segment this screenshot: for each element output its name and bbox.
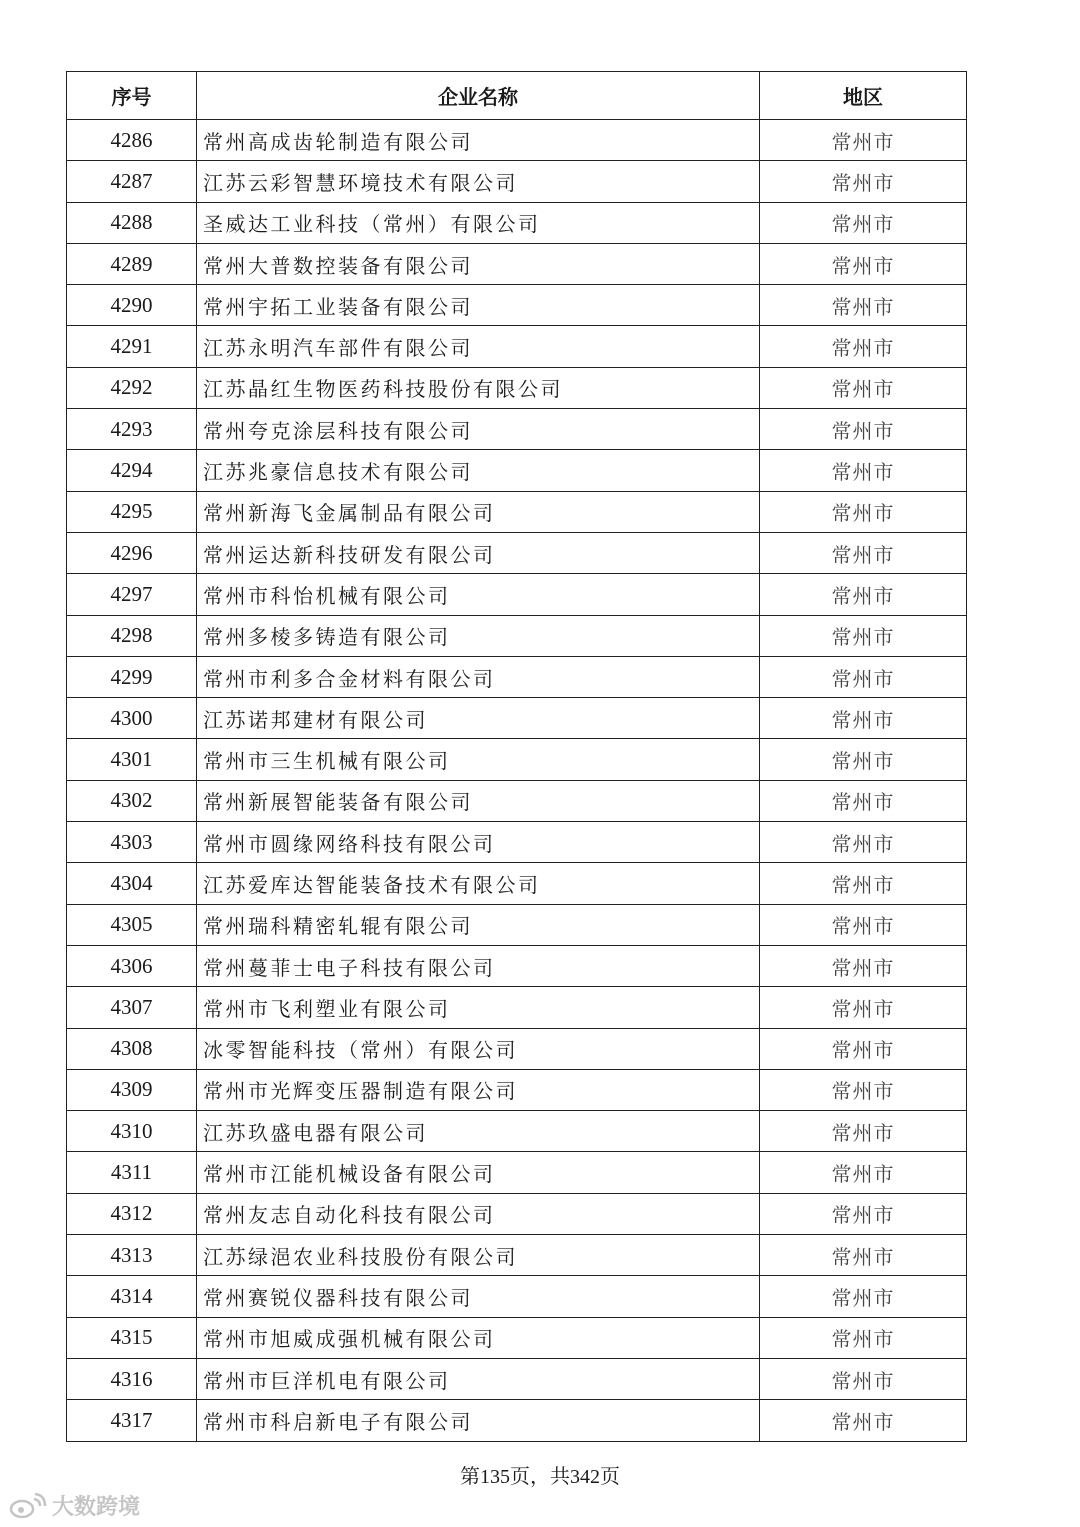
region-cell: 常州市 — [760, 450, 967, 491]
serial-number-cell: 4295 — [67, 491, 197, 532]
region-cell: 常州市 — [760, 1069, 967, 1110]
region-cell: 常州市 — [760, 409, 967, 450]
serial-number-cell: 4314 — [67, 1276, 197, 1317]
serial-number-cell: 4316 — [67, 1358, 197, 1399]
table-row — [67, 656, 967, 697]
table-row — [67, 161, 967, 202]
table-row — [67, 780, 967, 821]
table-row — [67, 202, 967, 243]
company-name-cell: 江苏永明汽车部件有限公司 — [197, 326, 760, 367]
serial-number-cell: 4311 — [67, 1152, 197, 1193]
serial-number-cell: 4317 — [67, 1400, 197, 1441]
company-name-cell: 常州市利多合金材料有限公司 — [197, 656, 760, 697]
company-name-cell: 常州市江能机械设备有限公司 — [197, 1152, 760, 1193]
table-row — [67, 615, 967, 656]
header-company-name: 企业名称 — [197, 72, 760, 120]
table-row — [67, 120, 967, 161]
serial-number-cell: 4299 — [67, 656, 197, 697]
company-name-cell: 冰零智能科技（常州）有限公司 — [197, 1028, 760, 1069]
serial-number-cell: 4298 — [67, 615, 197, 656]
table-row — [67, 574, 967, 615]
table-row — [67, 1028, 967, 1069]
table-row — [67, 1358, 967, 1399]
serial-number-cell: 4313 — [67, 1235, 197, 1276]
serial-number-cell: 4306 — [67, 945, 197, 986]
region-cell: 常州市 — [760, 656, 967, 697]
serial-number-cell: 4315 — [67, 1317, 197, 1358]
region-cell: 常州市 — [760, 202, 967, 243]
table-row — [67, 243, 967, 284]
region-cell: 常州市 — [760, 326, 967, 367]
serial-number-cell: 4294 — [67, 450, 197, 491]
table-row — [67, 1152, 967, 1193]
serial-number-cell: 4290 — [67, 285, 197, 326]
serial-number-cell: 4291 — [67, 326, 197, 367]
table-row — [67, 863, 967, 904]
region-cell: 常州市 — [760, 285, 967, 326]
region-cell: 常州市 — [760, 1028, 967, 1069]
weibo-icon — [8, 1493, 48, 1519]
serial-number-cell: 4305 — [67, 904, 197, 945]
company-name-cell: 圣威达工业科技（常州）有限公司 — [197, 202, 760, 243]
company-name-cell: 常州市飞利塑业有限公司 — [197, 987, 760, 1028]
region-cell: 常州市 — [760, 987, 967, 1028]
region-cell: 常州市 — [760, 739, 967, 780]
table-row — [67, 367, 967, 408]
table-row — [67, 1235, 967, 1276]
table-header-row — [67, 72, 967, 120]
region-cell: 常州市 — [760, 780, 967, 821]
region-cell: 常州市 — [760, 1111, 967, 1152]
serial-number-cell: 4296 — [67, 532, 197, 573]
serial-number-cell: 4301 — [67, 739, 197, 780]
region-cell: 常州市 — [760, 1358, 967, 1399]
company-name-cell: 常州蔓菲士电子科技有限公司 — [197, 945, 760, 986]
table-row — [67, 409, 967, 450]
company-name-cell: 常州新海飞金属制品有限公司 — [197, 491, 760, 532]
region-cell: 常州市 — [760, 698, 967, 739]
table-row — [67, 285, 967, 326]
serial-number-cell: 4303 — [67, 822, 197, 863]
company-name-cell: 江苏诺邦建材有限公司 — [197, 698, 760, 739]
table-row — [67, 532, 967, 573]
serial-number-cell: 4310 — [67, 1111, 197, 1152]
region-cell: 常州市 — [760, 532, 967, 573]
region-cell: 常州市 — [760, 945, 967, 986]
company-name-cell: 常州市科启新电子有限公司 — [197, 1400, 760, 1441]
region-cell: 常州市 — [760, 161, 967, 202]
table-row — [67, 1276, 967, 1317]
table-row — [67, 491, 967, 532]
serial-number-cell: 4287 — [67, 161, 197, 202]
table-row — [67, 698, 967, 739]
region-cell: 常州市 — [760, 1400, 967, 1441]
table-row — [67, 987, 967, 1028]
serial-number-cell: 4293 — [67, 409, 197, 450]
table-row — [67, 1069, 967, 1110]
region-cell: 常州市 — [760, 1193, 967, 1234]
serial-number-cell: 4304 — [67, 863, 197, 904]
company-name-cell: 常州赛锐仪器科技有限公司 — [197, 1276, 760, 1317]
company-name-cell: 江苏绿浥农业科技股份有限公司 — [197, 1235, 760, 1276]
region-cell: 常州市 — [760, 863, 967, 904]
company-name-cell: 江苏爱库达智能装备技术有限公司 — [197, 863, 760, 904]
table-row — [67, 1400, 967, 1441]
region-cell: 常州市 — [760, 904, 967, 945]
table-row — [67, 326, 967, 367]
company-name-cell: 常州大普数控装备有限公司 — [197, 243, 760, 284]
company-name-cell: 江苏云彩智慧环境技术有限公司 — [197, 161, 760, 202]
company-name-cell: 常州多棱多铸造有限公司 — [197, 615, 760, 656]
company-name-cell: 江苏兆豪信息技术有限公司 — [197, 450, 760, 491]
page-number: 第135页，共342页 — [460, 1466, 620, 1488]
region-cell: 常州市 — [760, 367, 967, 408]
company-name-cell: 常州市科怡机械有限公司 — [197, 574, 760, 615]
watermark-text: 大数跨境 — [52, 1495, 141, 1520]
watermark — [8, 1490, 140, 1521]
header-region: 地区 — [760, 72, 967, 120]
region-cell: 常州市 — [760, 822, 967, 863]
region-cell: 常州市 — [760, 1152, 967, 1193]
region-cell: 常州市 — [760, 1317, 967, 1358]
serial-number-cell: 4312 — [67, 1193, 197, 1234]
header-serial-number: 序号 — [67, 72, 197, 120]
table-body — [67, 120, 967, 1442]
region-cell: 常州市 — [760, 120, 967, 161]
region-cell: 常州市 — [760, 243, 967, 284]
company-name-cell: 常州瑞科精密轧辊有限公司 — [197, 904, 760, 945]
region-cell: 常州市 — [760, 1235, 967, 1276]
company-name-cell: 常州市旭威成强机械有限公司 — [197, 1317, 760, 1358]
serial-number-cell: 4307 — [67, 987, 197, 1028]
company-name-cell: 常州运达新科技研发有限公司 — [197, 532, 760, 573]
company-name-cell: 常州宇拓工业装备有限公司 — [197, 285, 760, 326]
table-row — [67, 1111, 967, 1152]
serial-number-cell: 4292 — [67, 367, 197, 408]
serial-number-cell: 4309 — [67, 1069, 197, 1110]
region-cell: 常州市 — [760, 1276, 967, 1317]
company-name-cell: 常州市圆缘网络科技有限公司 — [197, 822, 760, 863]
table-row — [67, 904, 967, 945]
company-name-cell: 常州夸克涂层科技有限公司 — [197, 409, 760, 450]
serial-number-cell: 4300 — [67, 698, 197, 739]
company-name-cell: 江苏玖盛电器有限公司 — [197, 1111, 760, 1152]
serial-number-cell: 4302 — [67, 780, 197, 821]
enterprise-table — [66, 71, 967, 1442]
serial-number-cell: 4286 — [67, 120, 197, 161]
company-name-cell: 常州市巨洋机电有限公司 — [197, 1358, 760, 1399]
company-name-cell: 江苏晶红生物医药科技股份有限公司 — [197, 367, 760, 408]
table-row — [67, 450, 967, 491]
table-row — [67, 1317, 967, 1358]
company-name-cell: 常州市光辉变压器制造有限公司 — [197, 1069, 760, 1110]
serial-number-cell: 4308 — [67, 1028, 197, 1069]
table-row — [67, 822, 967, 863]
region-cell: 常州市 — [760, 615, 967, 656]
company-name-cell: 常州高成齿轮制造有限公司 — [197, 120, 760, 161]
region-cell: 常州市 — [760, 574, 967, 615]
serial-number-cell: 4288 — [67, 202, 197, 243]
serial-number-cell: 4289 — [67, 243, 197, 284]
company-name-cell: 常州市三生机械有限公司 — [197, 739, 760, 780]
table-row — [67, 1193, 967, 1234]
region-cell: 常州市 — [760, 491, 967, 532]
serial-number-cell: 4297 — [67, 574, 197, 615]
company-name-cell: 常州友志自动化科技有限公司 — [197, 1193, 760, 1234]
table-row — [67, 739, 967, 780]
table-row — [67, 945, 967, 986]
company-name-cell: 常州新展智能装备有限公司 — [197, 780, 760, 821]
